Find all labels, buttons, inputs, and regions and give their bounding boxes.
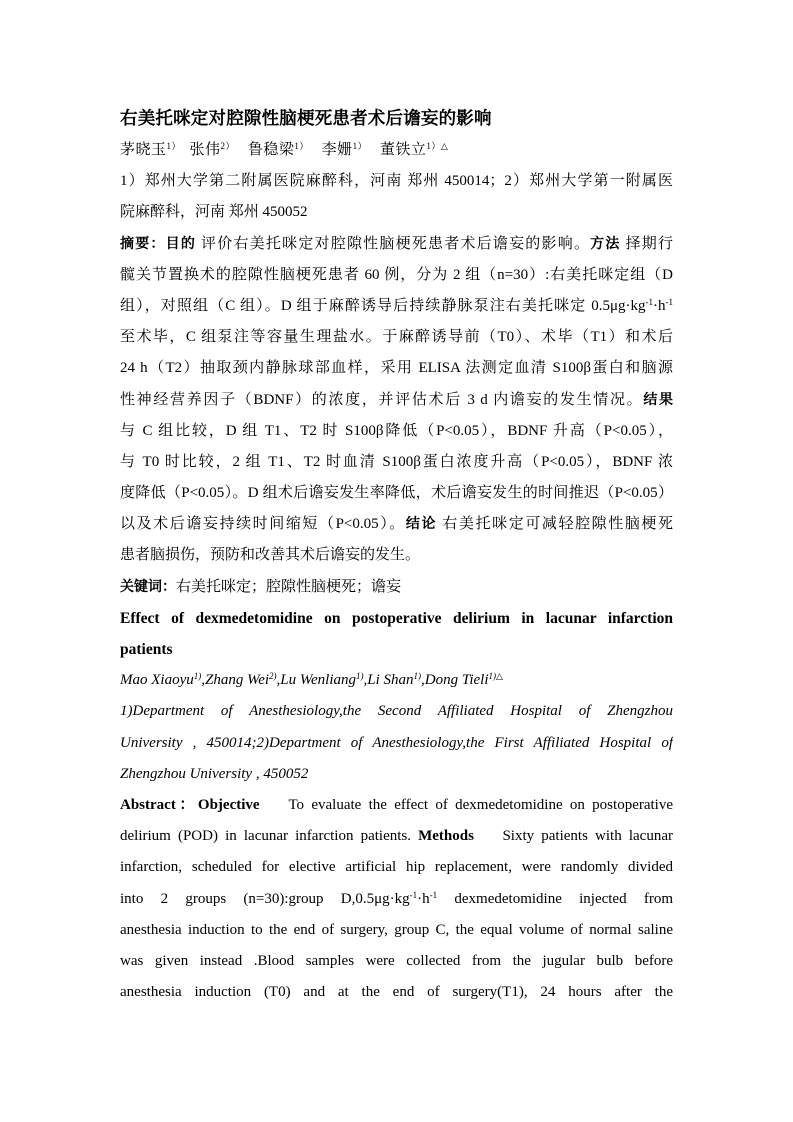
affiliation-en-line: Zhengzhou University , 450052 bbox=[120, 765, 309, 782]
results-cn-label: 结果 bbox=[643, 391, 673, 408]
methods-en-label: Methods bbox=[418, 828, 474, 845]
abstract-cn-line: 组），对照组（C 组）。D 组于麻醉诱导后持续静脉泵注右美托咪定 $0.5\mu g\cdot kg^{-1}\cdot h^{-1}$ bbox=[120, 296, 673, 314]
objective-cn-label: 目的 bbox=[165, 235, 197, 252]
abstract-en-line: anesthesia induction to the end of surgery, group C, the equal volume of normal saline bbox=[120, 921, 673, 938]
author-cn: 董铁立$^{1)\triangle}$ bbox=[379, 141, 449, 158]
abstract-en-line: into 2 groups (n=30):group $D,0.5\mu g\cdot kg^{-1}\cdot h^{-1}$ dexmedetomidine injected from bbox=[120, 889, 673, 907]
affiliation-en-line: 1)Department of Anesthesiology,the Second Affiliated Hospital of Zhengzhou bbox=[120, 703, 673, 720]
abstract-en-line: anesthesia induction (T0) and at the end of surgery(T1), 24 hours after the bbox=[120, 984, 673, 1001]
abstract-en-line: was given instead .Blood samples were collected from the jugular bulb before bbox=[120, 952, 673, 969]
abstract-cn-line: 患者脑损伤，预防和改善其术后谵妄的发生。 bbox=[120, 547, 421, 564]
author-cn: 茅晓玉$^{1)}$ bbox=[120, 141, 182, 158]
abstract-cn-label: 摘要： bbox=[120, 235, 166, 252]
authors-en bbox=[120, 665, 673, 696]
abstract-cn-line: 度降低（P<0.05）。D 组术后谵妄发生率降低，术后谵妄发生的时间推迟（P<0.05） bbox=[120, 485, 673, 502]
abstract-en-label: Abstract： bbox=[120, 796, 198, 813]
keywords-cn-label: 关键词： bbox=[120, 578, 176, 595]
author-cn: 张伟$^{2)}$ bbox=[189, 141, 236, 158]
paper-page bbox=[120, 103, 673, 1008]
abstract-en-line: delirium (POD) in lacunar infarction patients. Methods Sixty patients with lacunar bbox=[120, 828, 673, 845]
affiliation-cn-line: 1）郑州大学第二附属医院麻醉科，河南 郑州 450014；2）郑州大学第一附属医 bbox=[120, 173, 673, 190]
objective-en-label: Objective bbox=[197, 796, 260, 813]
paper-title-en: patients bbox=[120, 641, 173, 658]
abstract-cn-line: 与 C 组比较，D 组 T1、T2 时 S100β降低（P<0.05），BDNF 升高（P<0.05）， bbox=[120, 422, 673, 439]
author-en: Lu Wenliang$^{1)}$, bbox=[280, 671, 368, 689]
abstract-cn-line: 至术毕，C 组泵注等容量生理盐水。于麻醉诱导前（T0）、术毕（T1）和术后 bbox=[120, 329, 673, 346]
abstract-en-line: Abstract：Objective To evaluate the effect of dexmedetomidine on postoperative bbox=[120, 796, 673, 813]
affiliation-cn-line: 院麻醉科，河南 郑州 450052 bbox=[120, 204, 308, 221]
paper-title-en: Effect of dexmedetomidine on postoperative delirium in lacunar infarction bbox=[120, 609, 673, 627]
abstract-en-line: infarction, scheduled for elective artificial hip replacement, were randomly divided bbox=[120, 859, 673, 876]
methods-cn-label: 方法 bbox=[590, 235, 621, 252]
abstract-cn-line: 髋关节置换术的腔隙性脑梗死患者 60 例，分为 2 组（n=30）:右美托咪定组（D bbox=[120, 266, 673, 283]
conclusion-cn-label: 结论 bbox=[405, 516, 438, 533]
author-en: Dong Tieli$^{1)\triangle}$ bbox=[424, 671, 503, 689]
author-en: Zhang Wei$^{2)}$, bbox=[204, 671, 281, 689]
abstract-cn-line: 摘要：目的 评价右美托咪定对腔隙性脑梗死患者术后谵妄的影响。方法 择期行 bbox=[120, 235, 673, 252]
keywords-cn-text: 右美托咪定；腔隙性脑梗死；谵妄 bbox=[176, 578, 402, 595]
abstract-cn-line: 24 h（T2）抽取颈内静脉球部血样，采用 ELISA 法测定血清 S100β蛋白和脑源 bbox=[120, 360, 673, 377]
affiliation-en-line: University , 450014;2)Department of Anesthesiology,the First Affiliated Hospital of bbox=[120, 734, 673, 751]
abstract-cn-line: 性神经营养因子（BDNF）的浓度，并评估术后 3 d 内谵妄的发生情况。结果 bbox=[120, 391, 673, 408]
authors-cn bbox=[120, 135, 673, 166]
author-en: Mao Xiaoyu$^{1)}$, bbox=[120, 671, 205, 689]
author-cn: 李姗$^{1)}$ bbox=[321, 141, 368, 158]
paper-title-cn: 右美托咪定对腔隙性脑梗死患者术后谵妄的影响 bbox=[120, 109, 492, 129]
author-cn: 鲁稳梁$^{1)}$ bbox=[247, 141, 309, 158]
abstract-cn-line: 以及术后谵妄持续时间缩短（P<0.05）。结论 右美托咪定可减轻腔隙性脑梗死 bbox=[120, 516, 673, 533]
keywords-cn bbox=[120, 572, 673, 603]
author-en: Li Shan$^{1)}$, bbox=[367, 671, 425, 689]
abstract-cn-line: 与 T0 时比较，2 组 T1、T2 时血清 S100β蛋白浓度升高（P<0.05），BDNF 浓 bbox=[120, 453, 673, 470]
